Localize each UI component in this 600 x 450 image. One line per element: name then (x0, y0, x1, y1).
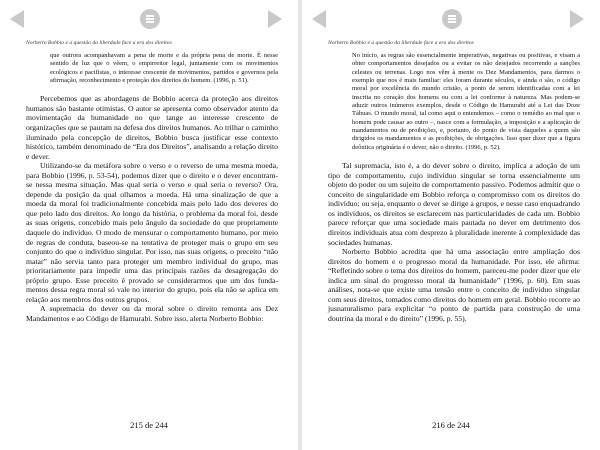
menu-icon[interactable] (442, 9, 462, 29)
paragraph: A supremacia do dever ou da moral sobre o direito remonta aos Dez Mandamentos e ao Código de Hamurabi. Sobre isso, alerta Norberto Bobbio: (26, 304, 278, 323)
right-page (302, 0, 600, 450)
left-page-text (26, 52, 278, 324)
right-toolbar (302, 0, 600, 38)
menu-icon[interactable] (140, 9, 160, 29)
running-head: Norberto Bobbio e a questão da liberdade face a era dos direitos (328, 40, 474, 46)
page-number: 216 de 244 (432, 420, 470, 430)
left-toolbar (0, 0, 298, 38)
block-quote: No início, as regras são essencialmente imperativas, negativas ou positivas, e visam a obter comportamentos desejados ou a evitar os não desejados recorrendo a sanções celestes ou terrenas. Logo nos vêm à mente os Dez Mandamentos, para darmos o exemplo que nos é mais familiar: eles foram durante séculos, e ainda o são, o código moral por excelência do mundo cristão, a ponto de serem identificadas com a lei inscrita no coração dos homens ou com a lei conforme à natureza. Mas podem-se aduzir outros inúmeros exemplos, desde o Código de Hamurabi até a Lei das Doze Tábuas. O mundo moral, tal como aqui o entendemos – como o remédio ao mal que o homem pode causar ao outro –, nasce com a formulação, a imposição e a aplicação de mandamentos ou de proibições, e, portanto, do ponto de vista daqueles a quem são dirigidos os mandamentos e as proibições, de obrigações. Isso quer dizer que a figura deôntica originária é o dever, não o direito. (1996, p. 52). (352, 52, 580, 151)
paragraph: Norberto Bobbio acredita que há uma associação entre ampliação dos direitos do homem e o progresso moral da humanidade. Por isso, ele afirma: “Refletindo sobre o tema dos direitos do homem, pareceu-me poder dizer que ele indica um sinal do progresso moral da humanidade” (1996, p. 60). Em suas análises, nota-se que existe uma tensão entre o conceito de indivíduo singular com seus direitos, tomados como direitos do homem em geral. Bobbio recorre ao jusnaturalismo para explicitar “o ponto de partida para construção de uma doutrina da moral e do direito” (1996, p. 55). (328, 247, 580, 323)
paragraph: Tal supremacia, isto é, a do dever sobre o direito, implica a adoção de um tipo de comportamento, cujo indivíduo singular se torna essencialmente um objeto do poder ou um sujeito de comportamento passivo. Podemos admitir que o conceito de singularidade em Bobbio reforça o compromisso com os direitos do indivíduo; ou seja, enquanto o dever se dirige a grupos, e nesse caso enquadrando os indivíduos, os direitos se esclarecem nas particularidades de cada um. Bobbio parece reforçar que uma sociedade mais pautada no dever em detrimento dos direitos individuais atua com desprezo à pluralidade inerente à complexidade das sociedades humanas. (328, 161, 580, 247)
paragraph: Percebemos que as abordagens de Bobbio acerca da proteção aos direitos humanos são bastante otimistas. O autor se apresenta como observador atento da movimentação da humanidade no que tange ao interesse crescente de organizações que se pautam na defesa dos direitos humanos. Ao trilhar o caminho iluminado pela concepção de direitos, Bobbio busca justificar esse contexto histórico, também denominado de “Era dos Direitos”, analisando a relação direito e dever. (26, 94, 278, 161)
right-page-text (328, 52, 580, 323)
paragraph: Utilizando-se da metáfora sobre o verso e o reverso de uma mesma moeda, para Bobbio (1996, p. 53-54), podemos dizer que o direito e o dever encontram-se nessa mesma situação. Mas qual seria o verso e qual seria o reverso? Ora, depende da posição da qual olhamos a moeda. Há uma sinalização de que a moeda da moral foi tradicionalmente concebida mais pelo lado dos deveres do que pelo lado dos direitos. Ao longo da história, o problema da moral foi, desde as suas origens, concebido mais pelo ângulo da sociedade do que propriamente daquele do indivíduo. O modo de mensurar o comportamento humano, por meio de regras de conduta, baseou-se na tentativa de proteger mais o grupo em seu conjunto do que o indivíduo singular. Por isso, nas suas origens, o preceito “não matar” não servia tanto para proteger um membro individual do grupo, mas prioritariamente para impedir uma das principais razões da desagregação do próprio grupo. Esse preceito é provado se considerarmos que um dos fundamentos dessa regra moral só vale no interior do grupo, pois ela não se aplica em relação aos membros dos outros grupos. (26, 161, 278, 304)
chevron-left-icon[interactable] (312, 10, 326, 28)
page-number: 215 de 244 (130, 420, 168, 430)
running-head: Norberto Bobbio e a questão da liberdade face a era dos direitos (26, 40, 172, 46)
chevron-right-icon[interactable] (570, 10, 584, 28)
chevron-right-icon[interactable] (268, 10, 282, 28)
left-page (0, 0, 298, 450)
chevron-left-icon[interactable] (10, 10, 24, 28)
block-quote: que outrora acompanhavam a pena de morte e da própria pena de morte. É nesse sentido de luz que o vêem, o empirreitor legal, juntamente com os movimentos ecológicos e pacifistas, o interesse crescente de movimentos, partidos e governos pela afirmação, reconhecimento e proteção dos direitos do homem. (1996, p. 51). (50, 52, 278, 85)
